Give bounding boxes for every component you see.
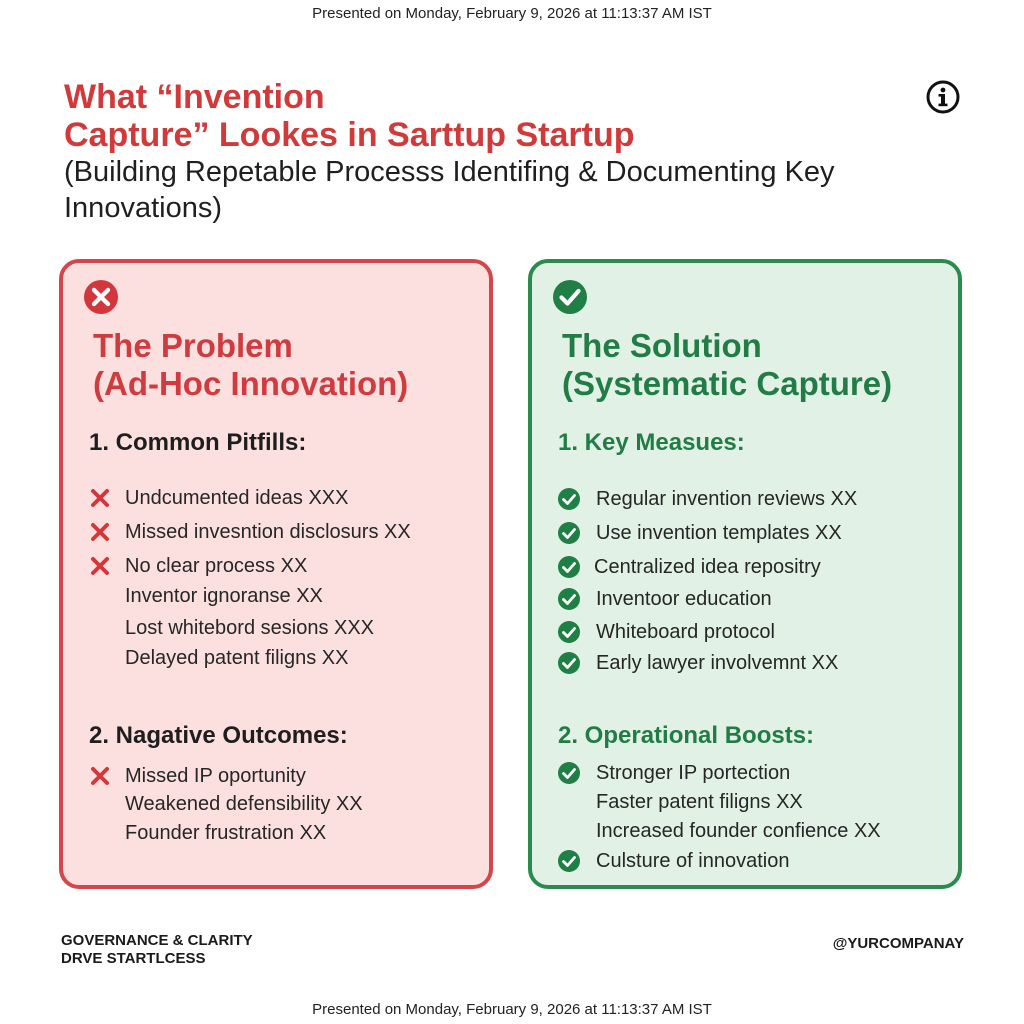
check-circle-icon: [558, 522, 580, 544]
page-title: [64, 78, 904, 154]
page-subtitle: [64, 154, 924, 226]
list-item: [558, 554, 943, 580]
list-item-text: Faster patent filigns XX: [596, 791, 803, 813]
check-circle-icon: [558, 850, 580, 872]
list-item: [89, 553, 469, 579]
check-circle-icon: [558, 488, 580, 510]
list-item-text: Centralized idea repositry: [594, 556, 821, 578]
check-circle-icon: [558, 652, 580, 674]
list-item-text: Early lawyer involvemnt XX: [596, 652, 839, 674]
list-item: [558, 818, 943, 844]
list-item-text: Use invention templates XX: [596, 522, 842, 544]
title-line-2: Capture” Lookes in Sarttup Startup: [64, 116, 635, 154]
problem-section-2-title: 2. Nagative Outcomes:: [89, 722, 348, 749]
x-mark-icon: [89, 555, 111, 577]
list-item-text: Missed IP oportunity: [125, 765, 306, 787]
check-circle-icon: [558, 588, 580, 610]
list-item-text: Missed invesntion disclosurs XX: [125, 521, 411, 543]
list-item-text: Lost whitebord sesions XXX: [125, 617, 375, 639]
list-item: [558, 586, 943, 612]
list-item: [558, 520, 943, 546]
presented-timestamp-bottom: Presented on Monday, February 9, 2026 at 11:13:37 AM IST: [312, 1001, 712, 1018]
problem-heading: [93, 327, 483, 403]
list-item: [89, 583, 469, 609]
list-item: [558, 789, 943, 815]
list-item-text: Stronger IP portection: [596, 762, 791, 784]
title-line-1: What “Invention: [64, 78, 325, 116]
x-circle-icon: [83, 279, 119, 315]
list-item: [89, 519, 469, 545]
footer-tagline-line-1: GOVERNANCE & CLARITY: [61, 932, 253, 949]
problem-heading-line-2: (Ad-Hoc Innovation): [93, 365, 409, 402]
problem-panel: [59, 259, 493, 889]
solution-heading-line-2: (Systematic Capture): [562, 365, 893, 402]
list-item-text: No clear process XX: [125, 555, 308, 577]
footer-tagline: [61, 932, 253, 968]
check-circle-icon: [558, 556, 580, 578]
footer-tagline-line-2: DRVE STARTLCESS: [61, 950, 206, 967]
list-item: [558, 619, 943, 645]
list-item-text: Culsture of innovation: [596, 850, 790, 872]
solution-section-2-title: 2. Operational Boosts:: [558, 722, 815, 749]
list-item: [558, 650, 943, 676]
list-item-text: Inventor ignoranse XX: [125, 585, 323, 607]
x-mark-icon: [89, 521, 111, 543]
list-item: [89, 820, 469, 846]
list-item-text: Weakened defensibility XX: [125, 793, 363, 815]
list-item-text: Founder frustration XX: [125, 822, 327, 844]
check-circle-icon: [558, 621, 580, 643]
list-item: [558, 848, 943, 874]
list-item-text: Increased founder confience XX: [596, 820, 881, 842]
check-circle-icon: [558, 762, 580, 784]
solution-heading: [562, 327, 952, 403]
subtitle-line-1: (Building Repetable Processs Identifing & Documenting Key: [64, 156, 835, 188]
x-mark-icon: [89, 765, 111, 787]
list-item: [558, 486, 943, 512]
check-circle-icon: [552, 279, 588, 315]
list-item-text: Delayed patent filigns XX: [125, 647, 349, 669]
list-item: [89, 791, 469, 817]
list-item: [89, 763, 469, 789]
list-item: [558, 760, 943, 786]
info-icon[interactable]: [926, 80, 960, 114]
problem-section-1-title: 1. Common Pitfills:: [89, 429, 307, 456]
subtitle-line-2: Innovations): [64, 192, 222, 224]
solution-section-1-title: 1. Key Measues:: [558, 429, 745, 456]
list-item: [89, 645, 469, 671]
solution-panel: [528, 259, 962, 889]
solution-heading-line-1: The Solution: [562, 327, 762, 364]
presented-timestamp-top: Presented on Monday, February 9, 2026 at 11:13:37 AM IST: [312, 5, 712, 22]
x-mark-icon: [89, 487, 111, 509]
list-item-text: Inventoor education: [596, 588, 772, 610]
list-item-text: Whiteboard protocol: [596, 621, 775, 643]
list-item: [89, 615, 469, 641]
footer-handle: @YURCOMPANAY: [832, 935, 964, 952]
problem-heading-line-1: The Problem: [93, 327, 293, 364]
list-item-text: Regular invention reviews XX: [596, 488, 858, 510]
list-item: [89, 485, 469, 511]
list-item-text: Undcumented ideas XXX: [125, 487, 349, 509]
